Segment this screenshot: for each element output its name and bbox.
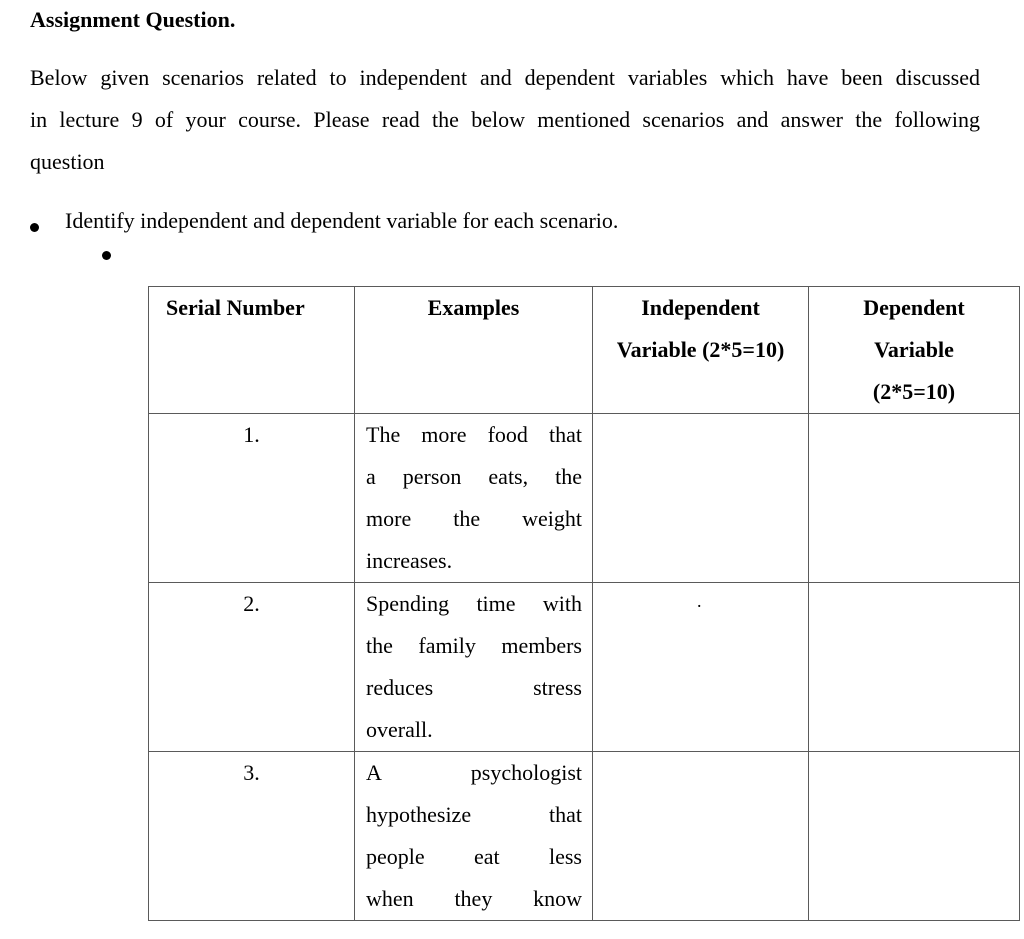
dependent-answer-cell[interactable] bbox=[809, 752, 1020, 921]
empty-bullet-dot-icon bbox=[102, 251, 111, 260]
example-line: The more food that bbox=[366, 422, 582, 447]
example-line: overall. bbox=[366, 717, 433, 742]
table-row bbox=[149, 583, 1020, 752]
variables-table bbox=[148, 286, 1020, 921]
example-line: more the weight bbox=[366, 506, 582, 531]
example-cell bbox=[355, 752, 593, 921]
serial-cell: 3. bbox=[149, 752, 355, 921]
serial-cell: 2. bbox=[149, 583, 355, 752]
example-line: the family members bbox=[366, 633, 582, 658]
bullet-dot-icon bbox=[30, 223, 39, 232]
independent-answer-text: . bbox=[697, 591, 702, 611]
independent-answer-cell[interactable] bbox=[593, 414, 809, 583]
header-serial-text: Serial Number bbox=[166, 295, 305, 320]
example-cell bbox=[355, 583, 593, 752]
instruction-bullet-text: Identify independent and dependent variable for each scenario. bbox=[65, 208, 619, 233]
example-line: a person eats, the bbox=[366, 464, 582, 489]
dependent-answer-cell[interactable] bbox=[809, 414, 1020, 583]
example-line: increases. bbox=[366, 548, 453, 573]
header-examples bbox=[355, 287, 593, 414]
example-line: when they know bbox=[366, 886, 582, 911]
independent-answer-cell[interactable] bbox=[593, 583, 809, 752]
intro-line-2: in lecture 9 of your course. Please read the below mentioned scenarios and answer the following bbox=[30, 107, 980, 132]
header-serial-number bbox=[149, 287, 355, 414]
example-line: hypothesize that bbox=[366, 802, 582, 827]
independent-answer-cell[interactable] bbox=[593, 752, 809, 921]
intro-line-1: Below given scenarios related to independent and dependent variables which have been discussed bbox=[30, 65, 980, 90]
example-line: reduces stress bbox=[366, 675, 582, 700]
header-independent-variable bbox=[593, 287, 809, 414]
header-dependent-line-1: Dependent bbox=[863, 295, 965, 320]
example-line: people eat less bbox=[366, 844, 582, 869]
dependent-answer-cell[interactable] bbox=[809, 583, 1020, 752]
header-dependent-line-3: (2*5=10) bbox=[872, 379, 956, 404]
header-dependent-variable bbox=[809, 287, 1020, 414]
example-line: Spending time with bbox=[366, 591, 582, 616]
example-cell bbox=[355, 414, 593, 583]
table-row bbox=[149, 752, 1020, 921]
header-independent-line-1: Independent bbox=[641, 295, 760, 320]
table-header-row bbox=[149, 287, 1020, 414]
intro-line-3: question bbox=[30, 149, 105, 174]
assignment-title: Assignment Question. bbox=[30, 7, 236, 32]
header-independent-line-2: Variable (2*5=10) bbox=[616, 337, 785, 362]
header-dependent-line-2: Variable bbox=[874, 337, 954, 362]
table-row bbox=[149, 414, 1020, 583]
serial-cell: 1. bbox=[149, 414, 355, 583]
example-line: A psychologist bbox=[366, 760, 582, 785]
header-examples-text: Examples bbox=[427, 295, 520, 320]
